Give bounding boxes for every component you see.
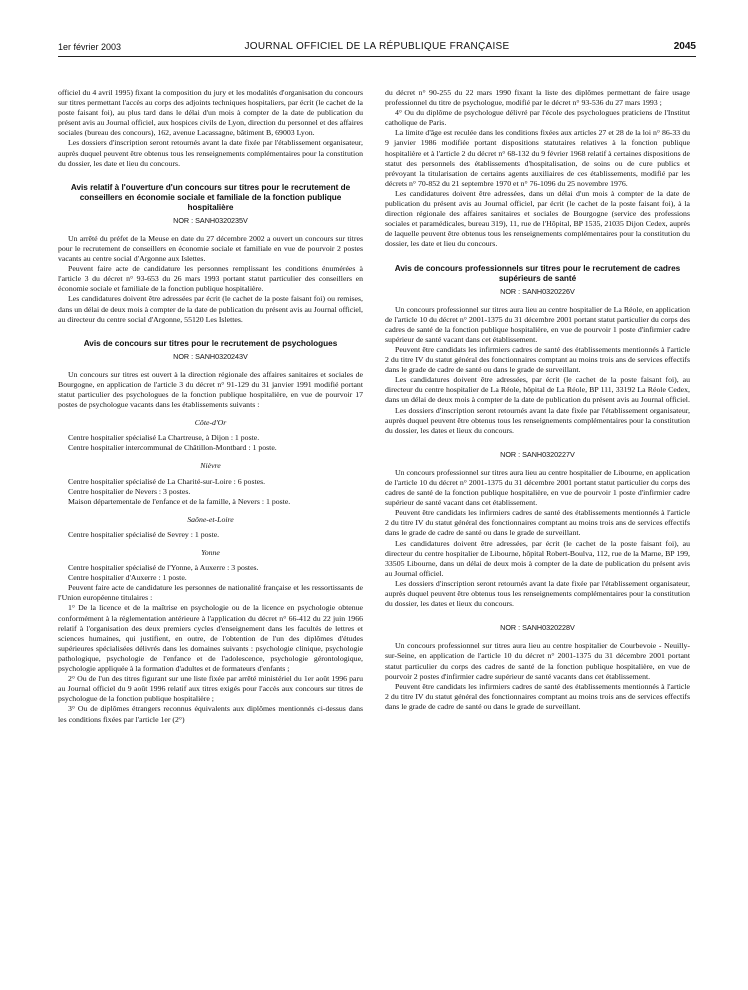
paragraph: 3° Ou de diplômes étrangers reconnus équivalents aux diplômes mentionnés ci-dessus dans les conditions fixées par l'article 1er (2°) [58, 704, 363, 724]
list-item: Centre hospitalier spécialisé La Chartreuse, à Dijon : 1 poste. [68, 433, 260, 443]
page-number: 2045 [673, 41, 696, 52]
paragraph: Un concours sur titres est ouvert à la direction régionale des affaires sanitaires et sociales de Bourgogne, en application de l'article 3 du décret n° 91-129 du 31 janvier 1991 modifié portant statut particulier des psychologues de la fonction publique hospitalière, en vue de pourvoir 17 postes de psychologue vacants dans les établissements suivants : [58, 369, 363, 410]
paragraph: Un concours professionnel sur titres aura lieu au centre hospitalier de La Réole, en application de l'article 10 du décret n° 2001-1375 du 31 décembre 2001 portant statut particulier du corps des cadres de santé de la fonction publique hospitalière, en vue de pourvoir 1 poste d'infirmier cadre supérieur de santé vacant dans cet établissement. [385, 304, 690, 344]
paragraph: 2° Ou de l'un des titres figurant sur une liste fixée par arrêté ministériel du 1er août 1996 paru au Journal officiel du 9 août 1996 relatif aux titres exigés pour l'accès aux concours sur titres de psychologue de la fonction publique hospitalière ; [58, 674, 363, 704]
nor-reference: NOR : SANH0320227V [500, 449, 575, 459]
nor-reference: NOR : SANH0320235V [173, 215, 248, 225]
paragraph: Les candidatures doivent être adressées, dans un délai d'un mois à compter de la date de publication du présent avis au Journal officiel, par écrit (le cachet de la poste faisant foi), à la direction régionale des affaires sanitaires et sociales de Bourgogne (service des professions sociales et paramédicales, bureau 319), 11, rue de l'Hôpital, BP 1535, 21035 Dijon Cedex, auprès de laquelle peuvent être obtenus tous les renseignements complémentaires pour la constitution du dossier, les date et lieu du concours. [385, 188, 690, 249]
list-item: Centre hospitalier d'Auxerre : 1 poste. [68, 573, 187, 583]
department-heading: Nièvre [200, 461, 221, 471]
list-item: Centre hospitalier intercommunal de Châtillon-Montbard : 1 poste. [68, 443, 277, 453]
list-item: Centre hospitalier spécialisé de l'Yonne, à Auxerre : 3 postes. [68, 563, 259, 573]
paragraph: 4° Ou du diplôme de psychologue délivré par l'école des psychologues praticiens de l'Institut catholique de Paris. [385, 108, 690, 128]
notice-title: Avis relatif à l'ouverture d'un concours sur titres pour le recrutement de conseillers en économie sociale et familiale de la fonction publique hospitalière [70, 182, 351, 212]
paragraph: 1° De la licence et de la maîtrise en psychologie ou de la licence en psychologie obtenue conformément à la réglementation antérieure à l'application du décret n° 66-412 du 22 juin 1966 relatif à l'organisation des deux premiers cycles d'enseignement dans les facultés de lettres et sciences humaines, qui justifient, en outre, de l'obtention de l'un des diplômes d'études supérieures spécialisées délivrés dans les domaines suivants : psychologie clinique, psychologie pathologique, psychologie de l'enfance et de l'adolescence, psychologie gérontologique, psychologie appliquée à la formation d'adultes et de formateurs d'enfants ; [58, 603, 363, 674]
paragraph: Peuvent être candidats les infirmiers cadres de santé des établissements mentionnés à l'article 2 du titre IV du statut général des fonctionnaires comptant au moins trois ans de services effectifs dans le grade de cadre de santé ou dans le grade de surveillant. [385, 681, 690, 711]
notice-title: Avis de concours sur titres pour le recrutement de psychologues [83, 338, 338, 348]
paragraph: Peuvent être candidats les infirmiers cadres de santé des établissements mentionnés à l'article 2 du titre IV du statut général des fonctionnaires comptant au moins trois ans de services effectifs dans le grade de cadre de santé ou dans le grade de surveillant. [385, 344, 690, 375]
list-item: Centre hospitalier de Nevers : 3 postes. [68, 486, 191, 496]
issue-date: 1er février 2003 [58, 42, 122, 52]
paragraph: Peuvent faire acte de candidature les personnes de nationalité française et les ressortissants de l'Union européenne titulaires : [58, 583, 363, 603]
list-item: Centre hospitalier spécialisé de Sevrey : 1 poste. [68, 529, 220, 539]
page-header [58, 40, 696, 57]
list-item: Maison départementale de l'enfance et de la famille, à Nevers : 1 poste. [68, 496, 291, 506]
nor-reference: NOR : SANH0320228V [500, 623, 575, 633]
paragraph: La limite d'âge est reculée dans les conditions fixées aux articles 27 et 28 de la loi n° 86-33 du 9 janvier 1986 modifiée portant dispositions statutaires relatives à la fonction publique hospitalière et à l'article 2 du décret n° 68-132 du 9 février 1968 relatif à certaines dispositions de statut des personnels des établissements d'hospitalisation, de soins ou de cure publics et prévoyant la titularisation de certains agents auxiliaires de ces établissements, modifié par les décrets n° 70-852 du 21 septembre 1970 et n° 76-1096 du 25 novembre 1976. [385, 128, 690, 188]
nor-reference: NOR : SANH0320243V [173, 351, 248, 361]
paragraph: officiel du 4 avril 1995) fixant la composition du jury et les modalités d'organisation du concours sur titres permettant l'accès au corps des adjoints techniques hospitaliers, par écrit (le cachet de la poste faisant foi), au plus tard dans le délai d'un mois à compter de la date de publication du présent avis au Journal officiel, aux hospices civils de Lyon, direction du personnel et des affaires sociales (bureau des concours), 162, avenue Lacassagne, bâtiment B, 69003 Lyon. [58, 88, 363, 138]
paragraph: Les dossiers d'inscription seront retournés avant la date fixée par l'établissement organisateur, auprès duquel peuvent être obtenus tous les renseignements complémentaires pour la constitution du dossier, les dates et lieux du concours. [385, 578, 690, 609]
paragraph: Les candidatures doivent être adressées, par écrit (le cachet de la poste faisant foi), au directeur du centre hospitalier de Libourne, hôpital Robert-Boulva, 112, rue de la Marne, BP 199, 33505 Libourne, dans un délai de deux mois à compter de la date de publication du présent avis au Journal officiel. [385, 538, 690, 578]
journal-title: JOURNAL OFFICIEL DE LA RÉPUBLIQUE FRANÇAISE [244, 41, 510, 52]
paragraph: Les candidatures doivent être adressées, par écrit (le cachet de la poste faisant foi), au directeur du centre hospitalier de La Réole, hôpital de La Réole, BP 111, 33192 La Réole Cedex, dans un délai de deux mois à compter de la date de publication du présent avis au Journal officiel. [385, 375, 690, 405]
paragraph: Les candidatures doivent être adressées par écrit (le cachet de la poste faisant foi) ou remises, dans un délai de deux mois à compter de la date de publication du présent avis au Journal officiel, au directeur du centre social d'Argonne, 55120 Les Islettes. [58, 294, 363, 324]
paragraph: Peuvent être candidats les infirmiers cadres de santé des établissements mentionnés à l'article 2 du titre IV du statut général des fonctionnaires comptant au moins trois ans de services effectifs dans le grade de cadre de santé ou dans le grade de surveillant. [385, 508, 690, 538]
paragraph: Peuvent faire acte de candidature les personnes remplissant les conditions énumérées à l'article 3 du décret n° 93-653 du 26 mars 1993 portant statut particulier des conseillers en économie sociale et familiale de la fonction publique hospitalière. [58, 264, 363, 294]
department-heading: Saône-et-Loire [187, 514, 234, 524]
department-heading: Yonne [201, 548, 220, 557]
nor-reference: NOR : SANH0320226V [500, 286, 575, 296]
department-heading: Côte-d'Or [194, 418, 227, 428]
paragraph: Un concours professionnel sur titres aura lieu au centre hospitalier de Libourne, en application de l'article 10 du décret n° 2001-1375 du 31 décembre 2001 portant statut particulier du corps des cadres de santé de la fonction publique hospitalière, en vue de pourvoir 1 poste d'infirmier cadre supérieur de santé vacant dans cet établissement. [385, 467, 690, 508]
paragraph: Les dossiers d'inscription seront retournés avant la date fixée par l'établissement organisateur, auprès duquel peuvent être obtenus tous les renseignements complémentaires pour la constitution du dossier, les date et lieu du concours. [58, 138, 363, 168]
left-column [58, 88, 363, 725]
paragraph: Un concours professionnel sur titres aura lieu au centre hospitalier de Courbevoie - Neuilly-sur-Seine, en application de l'article 10 du décret n° 2001-1375 du 31 décembre 2001 portant statut particulier du corps des cadres de santé de la fonction publique hospitalière, en vue de pourvoir 2 postes d'infirmier cadre supérieur de santé vacants dans cet établissement. [385, 641, 690, 681]
notice-title: Avis de concours professionnels sur titres pour le recrutement de cadres supérieurs de santé [394, 263, 681, 283]
list-item: Centre hospitalier spécialisé de La Charité-sur-Loire : 6 postes. [68, 476, 266, 486]
paragraph: du décret n° 90-255 du 22 mars 1990 fixant la liste des diplômes permettant de faire usage professionnel du titre de psychologue, modifié par le décret n° 93-536 du 27 mars 1993 ; [385, 88, 690, 108]
right-column [385, 88, 690, 712]
paragraph: Un arrêté du préfet de la Meuse en date du 27 décembre 2002 a ouvert un concours sur titres pour le recrutement de conseillers en économie sociale et familiale en vue de pourvoir 2 postes vacants au centre social d'Argonne aux Islettes. [58, 233, 363, 264]
paragraph: Les dossiers d'inscription seront retournés avant la date fixée par l'établissement organisateur, auprès duquel peuvent être obtenus tous les renseignements complémentaires pour la constitution du dossier, les dates et lieux du concours. [385, 405, 690, 435]
